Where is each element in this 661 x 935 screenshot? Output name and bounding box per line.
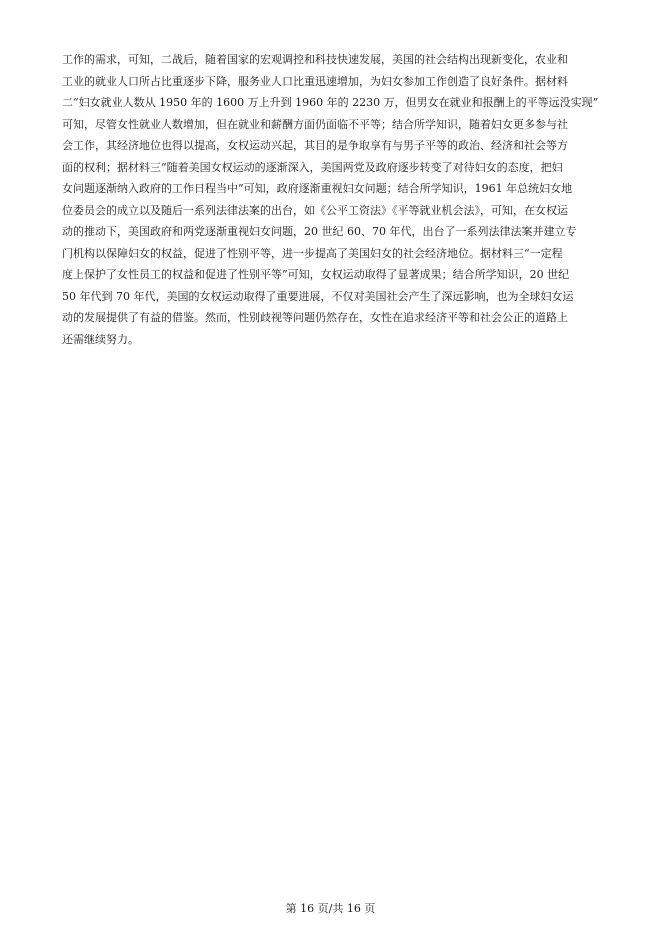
text-line: 面的权利；据材料三“随着美国女权运动的逐渐深入，美国两党及政府逐步转变了对待妇女的态度，把妇 bbox=[62, 160, 563, 174]
page-number-footer: 第 16 页/共 16 页 bbox=[285, 902, 376, 915]
text-line: 还需继续努力。 bbox=[62, 332, 139, 346]
text-line: 门机构以保障妇女的权益，促进了性别平等，进一步提高了美国妇女的社会经济地位。据材料三“一定程 bbox=[62, 246, 563, 260]
text-line: 度上保护了女性员工的权益和促进了性别平等”可知，女权运动取得了显著成果；结合所学知识，20 世纪 bbox=[62, 268, 570, 281]
text-line: 女问题逐渐纳入政府的工作日程当中”可知，政府逐渐重视妇女问题；结合所学知识，1961 年总统妇女地 bbox=[62, 182, 573, 195]
answer-text-block bbox=[62, 49, 602, 350]
text-line: 可知，尽管女性就业人数增加，但在就业和薪酬方面仍面临不平等；结合所学知识，随着妇女更多参与社 bbox=[62, 117, 568, 131]
text-line: 动的发展提供了有益的借鉴。然而，性别歧视等问题仍然存在，女性在追求经济平等和社会公正的道路上 bbox=[62, 311, 568, 324]
text-line: 会工作，其经济地位也得以提高，女权运动兴起，其目的是争取享有与男子平等的政治、经济和社会等方 bbox=[62, 139, 568, 152]
text-line: 50 年代到 70 年代，美国的女权运动取得了重要进展，不仅对美国社会产生了深远影响，也为全球妇女运 bbox=[62, 289, 574, 303]
text-line: 工作的需求，可知，二战后，随着国家的宏观调控和科技快速发展，美国的社会结构出现新变化，农业和 bbox=[62, 53, 568, 66]
text-line: 位委员会的成立以及随后一系列法律法案的出台，如《公平工资法》《平等就业机会法》，可知，在女权运 bbox=[62, 203, 568, 217]
text-line: 二“妇女就业人数从 1950 年的 1600 万上升到 1960 年的 2230 万，但男女在就业和报酬上的平等远没实现” bbox=[62, 96, 599, 109]
text-line: 工业的就业人口所占比重逐步下降，服务业人口比重迅速增加，为妇女参加工作创造了良好条件。据材料 bbox=[62, 74, 568, 88]
text-line: 动的推动下，美国政府和两党逐渐重视妇女问题，20 世纪 60、70 年代，出台了一系列法律法案并建立专 bbox=[62, 225, 577, 238]
